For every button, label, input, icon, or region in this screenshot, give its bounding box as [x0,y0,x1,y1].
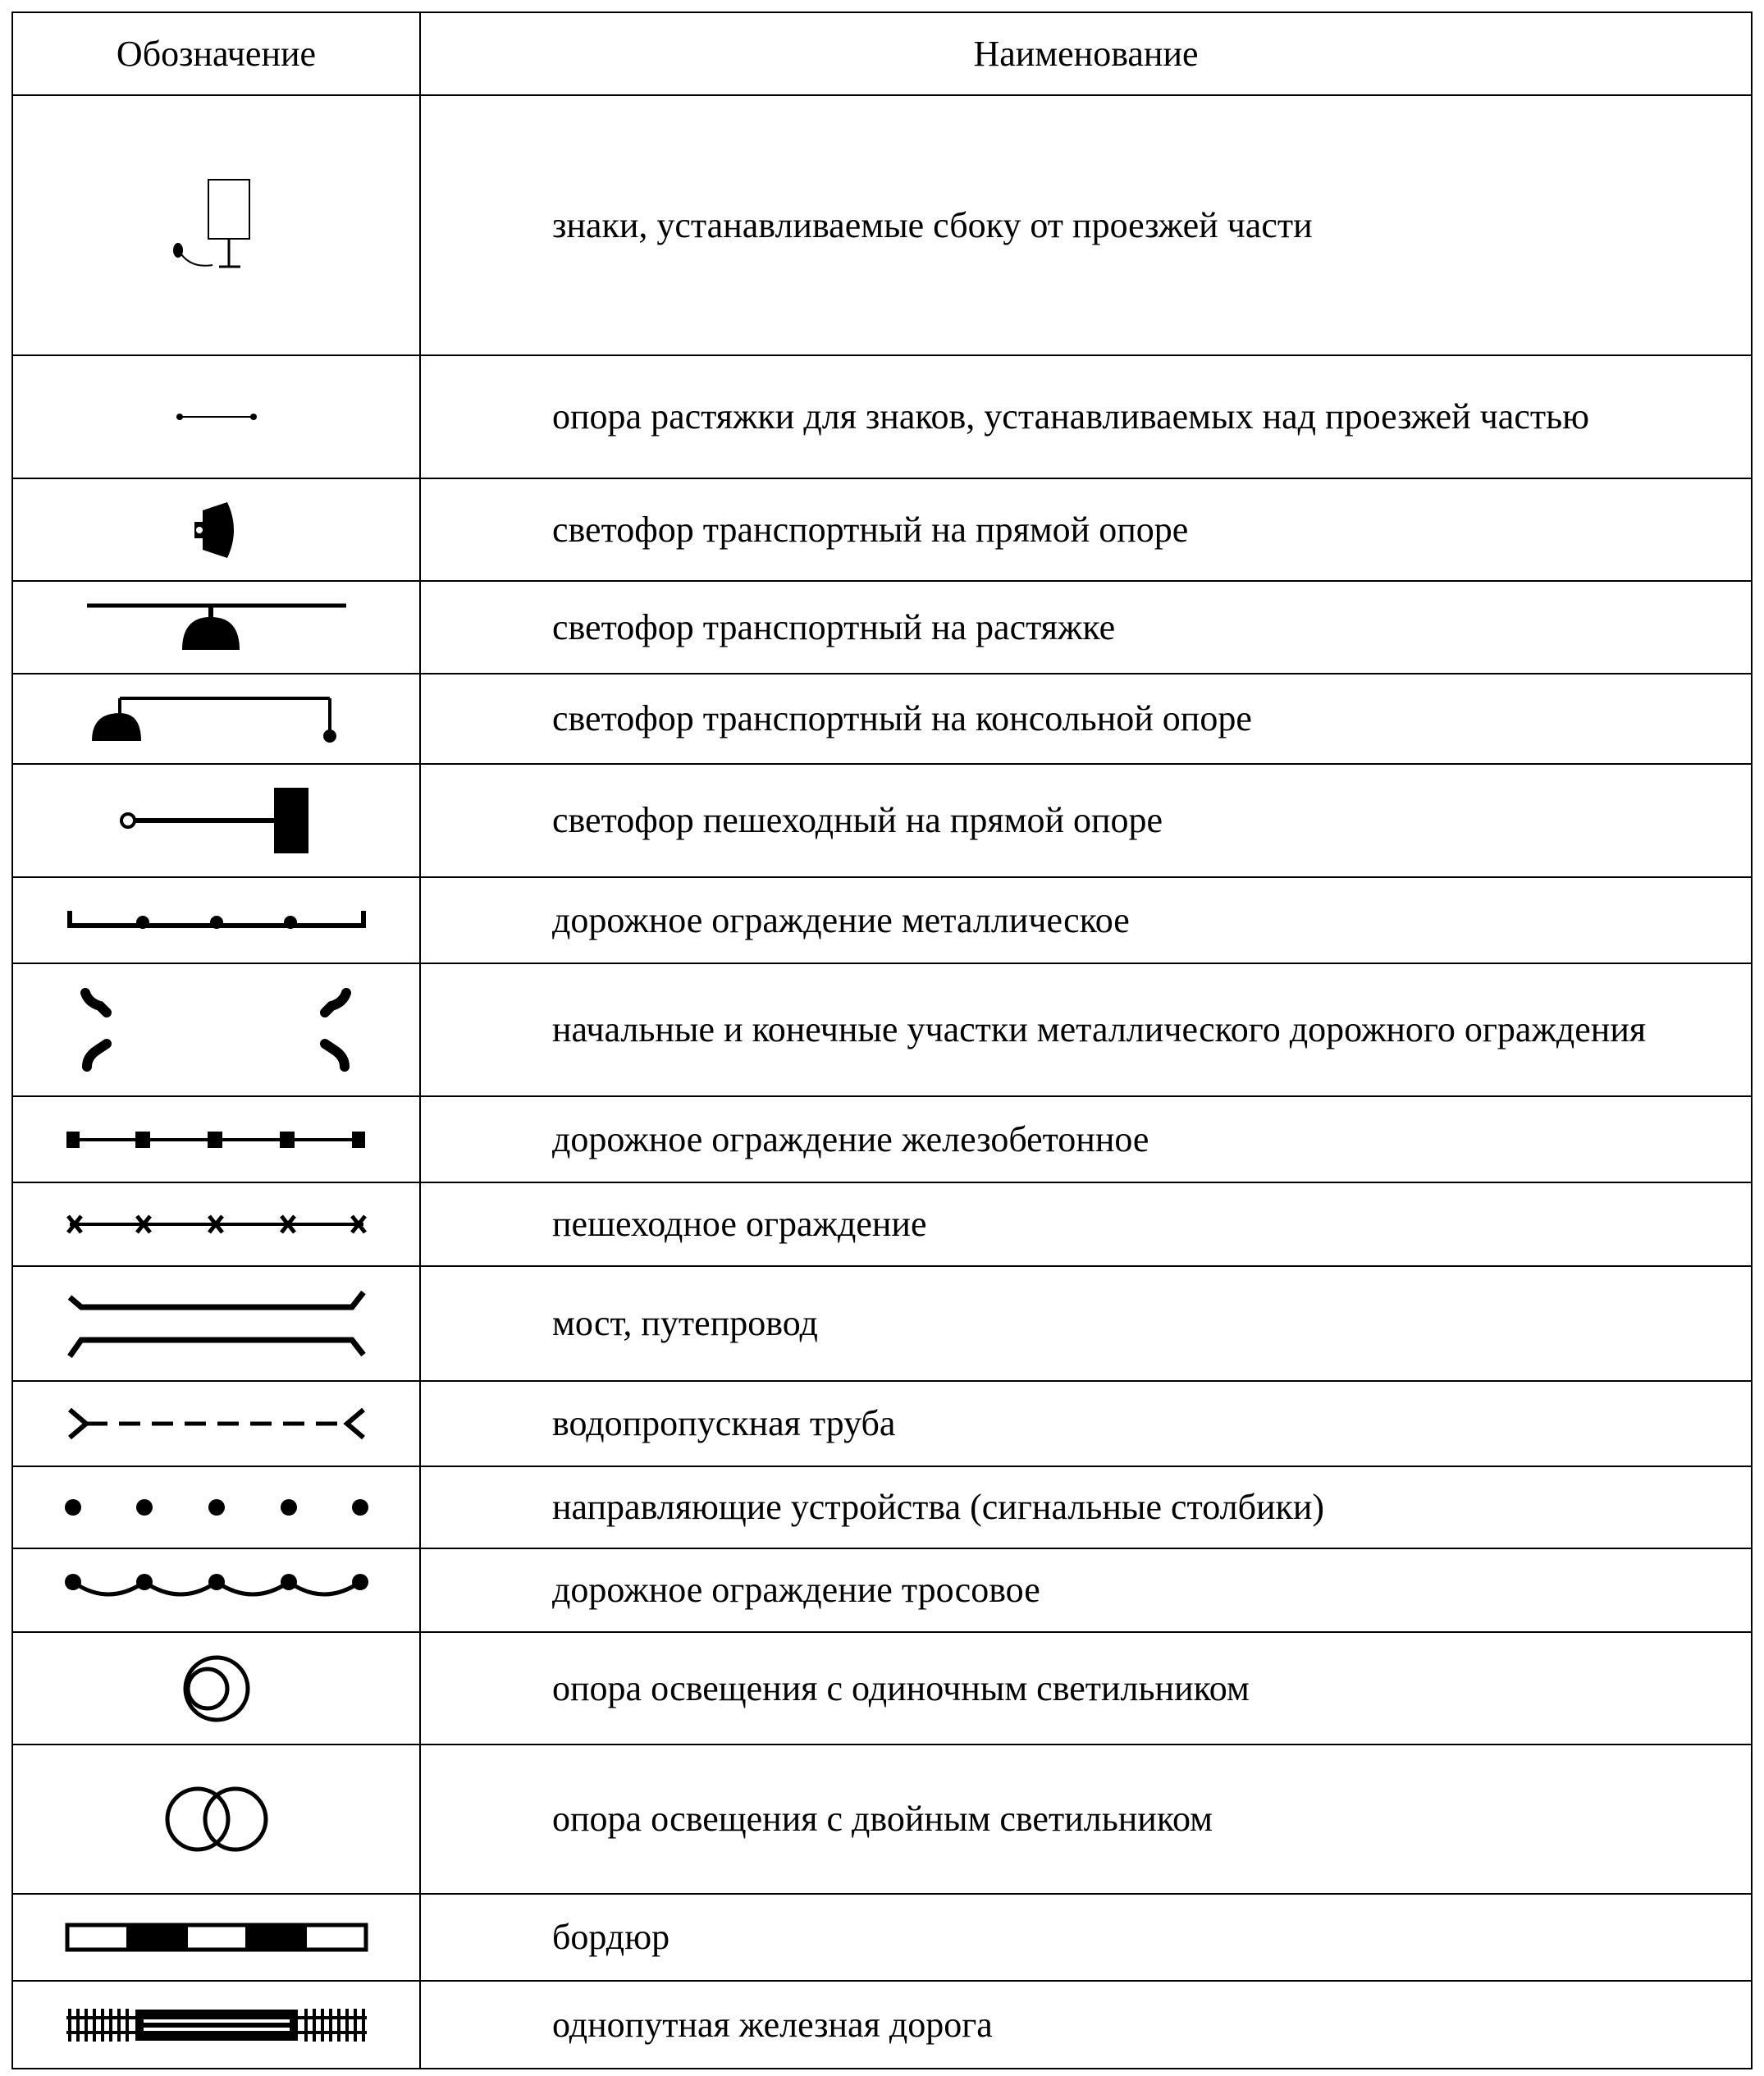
culvert-icon [65,1403,368,1444]
table-row [12,1266,1752,1381]
row-name: светофор транспортный на растяжке [420,581,1752,674]
delineator-posts-icon [65,1491,368,1524]
row-name: водопропускная труба [420,1381,1752,1466]
road-sign-side-icon [171,176,262,275]
legend-table [11,11,1753,2069]
table-row [12,1182,1752,1266]
row-name: дорожное ограждение тросовое [420,1548,1752,1632]
table-row [12,764,1752,877]
row-name: начальные и конечные участки металлического дорожного ограждения [420,963,1752,1096]
table-row [12,1466,1752,1548]
traffic-light-straight-pole-icon [188,497,245,563]
light-pole-double-icon [159,1782,274,1856]
table-row [12,1096,1752,1182]
table-row [12,95,1752,355]
table-row [12,877,1752,963]
row-name: светофор транспортный на прямой опоре [420,478,1752,581]
row-name: опора освещения с двойным светильником [420,1744,1752,1894]
row-name: пешеходное ограждение [420,1182,1752,1266]
table-row [12,1981,1752,2069]
row-name: дорожное ограждение железобетонное [420,1096,1752,1182]
light-pole-single-icon [180,1652,254,1726]
table-row [12,1548,1752,1632]
pedestrian-signal-icon [118,784,315,857]
row-name: знаки, устанавливаемые сбоку от проезжей части [420,95,1752,355]
row-name: опора растяжки для знаков, устанавливаемых над проезжей частью [420,355,1752,478]
row-name: дорожное ограждение металлическое [420,877,1752,963]
table-row [12,478,1752,581]
table-row [12,1894,1752,1981]
header-row [12,12,1752,95]
metal-barrier-icon [65,904,368,937]
header-symbol: Обозначение [12,12,420,95]
traffic-light-cantilever-icon [85,690,348,748]
header-name: Наименование [420,12,1752,95]
row-name: светофор транспортный на консольной опоре [420,674,1752,764]
curb-icon [65,1921,368,1954]
table-row [12,1744,1752,1894]
table-row [12,581,1752,674]
row-name: опора освещения с одиночным светильником [420,1632,1752,1744]
cable-barrier-icon [65,1570,368,1611]
row-name: мост, путепровод [420,1266,1752,1381]
barrier-terminals-icon [77,985,356,1075]
concrete-barrier-icon [65,1123,368,1156]
traffic-light-span-wire-icon [85,599,348,656]
row-name: бордюр [420,1894,1752,1981]
pedestrian-fence-icon [65,1208,368,1241]
table-row [12,963,1752,1096]
row-name: светофор пешеходный на прямой опоре [420,764,1752,877]
table-row [12,674,1752,764]
bridge-icon [65,1283,368,1365]
row-name: направляющие устройства (сигнальные столбики) [420,1466,1752,1548]
span-wire-support-icon [176,409,258,425]
row-name: однопутная железная дорога [420,1981,1752,2069]
table-row [12,1632,1752,1744]
single-track-railway-icon [65,2005,368,2046]
table-row [12,355,1752,478]
table-row [12,1381,1752,1466]
